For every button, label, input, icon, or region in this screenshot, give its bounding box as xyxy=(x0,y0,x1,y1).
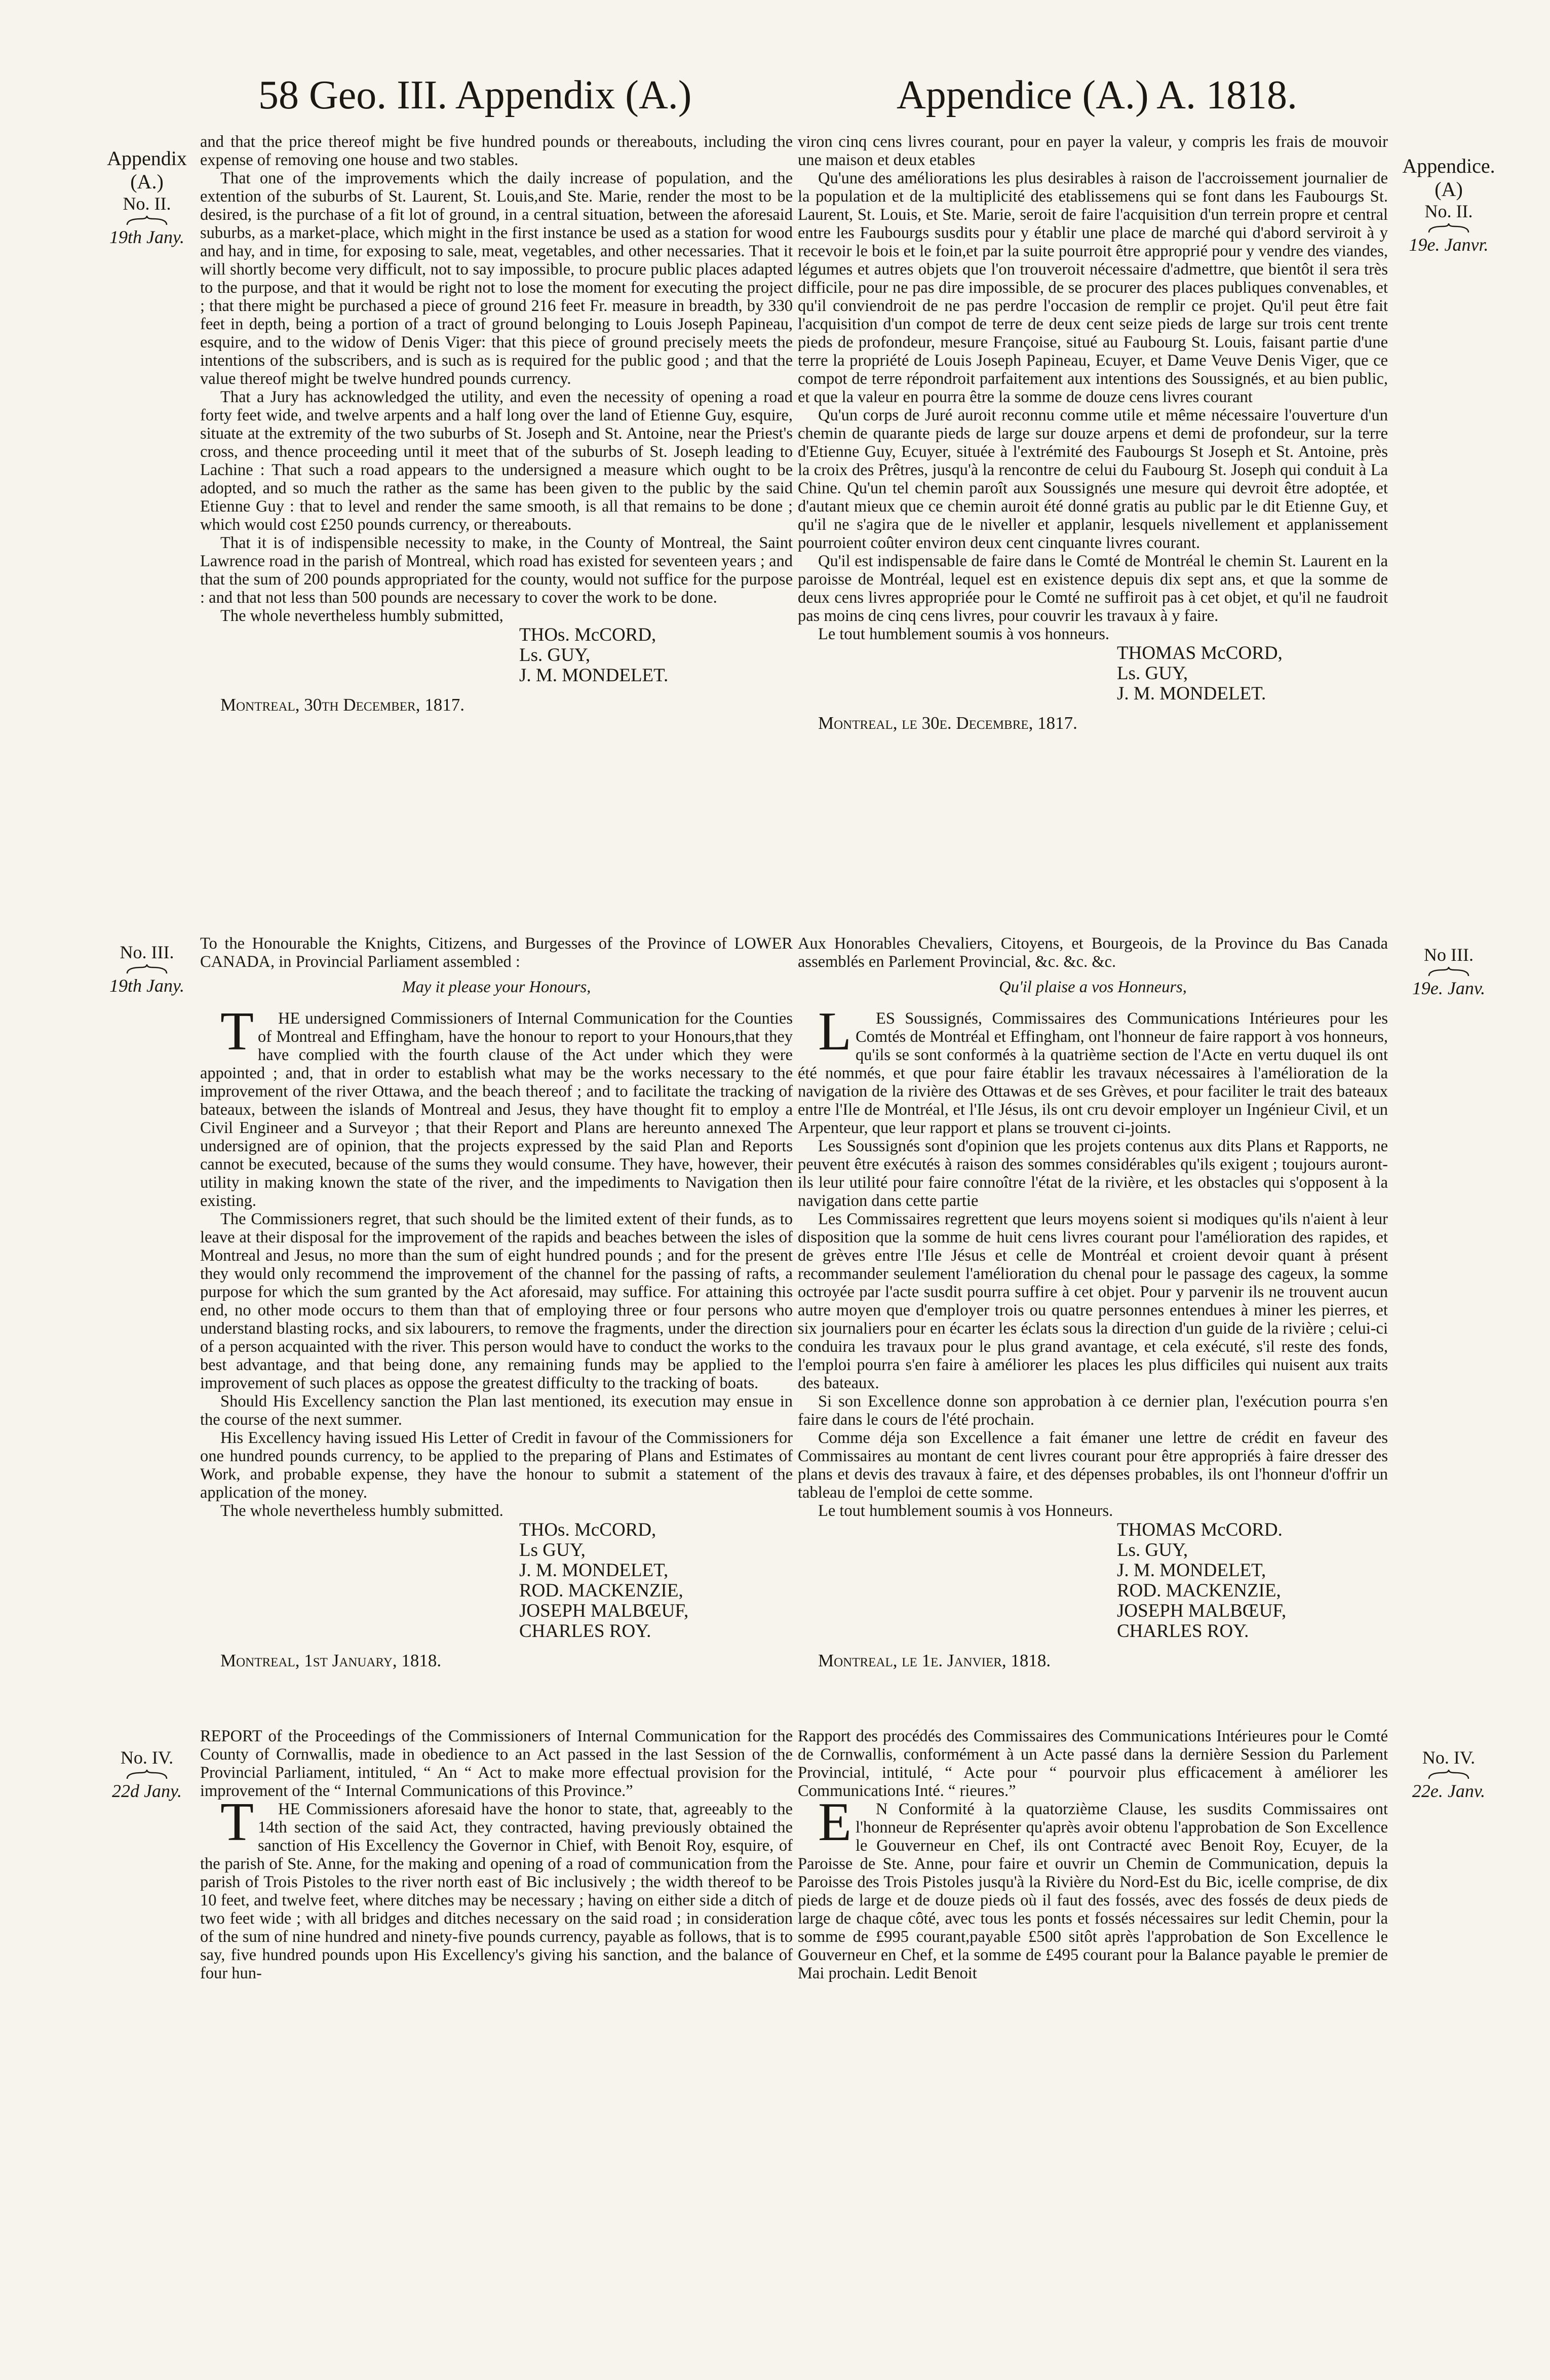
paragraph: viron cinq cens livres courant, pour en payer la valeur, y compris les frais de mouvoir une maison et deux etables xyxy=(798,133,1388,169)
salutation: May it please your Honours, xyxy=(402,978,591,996)
paragraph: That a Jury has acknowledged the utility, and even the necessity of opening a road forty feet wide, and twelve arpents and a half long over the land of Etienne Guy, esquire, situate at the extremity of the two suburbs of St. Joseph and St. Antoine, near the Priest's cross, and thence proceeding until it meet that of the suburbs of St. Joseph leading to Lachine : That such a road appears to the undersigned a measure which ought to be adopted, and so much the rather as the same has been given to the public by the said Etienne Guy : that to level and render the same smooth, is all that remains to be done ; which would cost £250 pounds currency, or thereabouts. xyxy=(200,388,793,534)
signer: THOMAS McCORD. xyxy=(1117,1519,1283,1540)
salutation: Qu'il plaise a vos Honneurs, xyxy=(999,978,1187,996)
margin-sub: (A) xyxy=(1435,178,1463,201)
paragraph: Qu'un corps de Juré auroit reconnu comme utile et même nécessaire l'ouverture d'un chemin de quarante pieds de large sur douze arpens et demi de profondeur, sur la terre d'Etienne Guy, Ecuyer, située à l'extrémité des Faubourgs St Joseph et St. Antoine, près la croix des Prêtres, jusqu'à la rencontre de celui du Faubourg St. Joseph qui conduit à La Chine. Qu'un tel chemin paroît aux Soussignés une mesure qui devroit être adoptée, et d'autant mieux que ce chemin auroit été donné gratis au public par le dit Etienne Guy, et qu'il ne s'agira que de le niveller et applanir, lesquels nivellement et applanissement pourroient coûter environ deux cent cinquante livres courant. xyxy=(798,406,1388,552)
paragraph: That it is of indispensible necessity to make, in the County of Montreal, the Saint Lawrence road in the parish of Montreal, which road has existed for seventeen years ; and that the sum of 200 pounds appropriated for the county, would not suffice for the purpose : and that not less than 500 pounds are necessary to cover the work to be done. xyxy=(200,534,793,607)
signer: JOSEPH MALBŒUF, xyxy=(519,1601,689,1621)
address-heading: Aux Honorables Chevaliers, Citoyens, et Bourgeois, de la Province du Bas Canada assemblés en Parlement Provincial, &c. &c. &c. xyxy=(798,934,1388,971)
brace-ornament xyxy=(1428,222,1469,233)
paragraph: The whole nevertheless humbly submitted. xyxy=(220,1502,503,1520)
brace-ornament xyxy=(126,215,168,226)
paragraph: The Commissioners regret, that such should be the limited extent of their funds, as to leave at their disposal for the improvement of the rapids and beaches between the isles of Montreal and Jesus, no more than the sum of eight hundred pounds ; and for the present they would only recommend the improvement of the channel for the passing of rafts, a purpose for which the sum granted by the Act aforesaid, may suffice. For attaining this end, no other mode occurs to them than that of employing three or four persons who understand blasting rocks, and six labourers, to remove the fragments, under the direction of a person acquainted with the river. This person would have to conduct the works to the best advantage, and that being done, any remaining funds may be applied to the improvement of such places as oppose the greatest difficulty to the tracking of boats. xyxy=(200,1210,793,1392)
margin-number: No. IV. xyxy=(1422,1747,1476,1768)
signer: THOMAS McCORD, xyxy=(1117,643,1283,664)
signer: THOs. McCORD, xyxy=(519,1519,656,1540)
signer: CHARLES ROY. xyxy=(519,1621,651,1642)
section-2-french xyxy=(798,934,1388,1670)
signer: Ls GUY, xyxy=(519,1540,586,1560)
margin-number: No. IV. xyxy=(120,1747,174,1768)
signer: ROD. MACKENZIE, xyxy=(519,1580,683,1601)
paragraph: Si son Excellence donne son approbation à ce dernier plan, l'exécution pourra s'en faire dans le cours de l'été prochain. xyxy=(798,1392,1388,1429)
margin-date: 22e. Janv. xyxy=(1412,1781,1486,1801)
margin-title: Appendix xyxy=(107,147,187,170)
paragraph: His Excellency having issued His Letter of Credit in favour of the Commissioners for one hundred pounds currency, to be applied to the preparing of Plans and Estimates of Work, and probable expense, they have the honour to submit a statement of the application of the money. xyxy=(200,1429,793,1502)
brace-ornament xyxy=(126,963,168,974)
paragraph: EN Conformité à la quatorzième Clause, les susdits Commissaires ont l'honneur de Représenter qu'après avoir obtenu l'approbation de Son Excellence le Gouverneur en Chef, ils ont Contracté avec Benoit Roy, Ecuyer, de la Paroisse de Ste. Anne, pour faire et ouvrir un Chemin de Communication, depuis la Paroisse des Trois Pistoles jusqu'à la Rivière du Nord-Est du Bic, icelle comprise, de dix pieds de large et de douze pieds où il faut des fossés, avec des fossés de deux pieds de large de chaque côté, avec tous les ponts et fossés nécessaires sur ledit Chemin, pour la somme de £995 courant,payable £500 sitôt après l'approbation de Son Excellence le Gouverneur en Chef, et la somme de £495 courant pour la Balance payable le premier de Mai prochain. Ledit Benoit xyxy=(798,1792,1388,1982)
margin-date: 19e. Janv. xyxy=(1412,978,1486,998)
paragraph: Comme déja son Excellence a fait émaner une lettre de crédit en faveur des Commissaires au montant de cent livres courant pour être appropriés à faire dresser des plans et devis des travaux à faire, et des dépenses probables, ils ont l'honneur d'offrir un tableau de l'emploi de cette somme. xyxy=(798,1429,1388,1502)
section-3-french xyxy=(798,1727,1388,1982)
margin-number: No. II. xyxy=(123,193,171,214)
margin-note-right-2 xyxy=(1388,945,1509,998)
brace-ornament xyxy=(1428,1769,1469,1780)
brace-ornament xyxy=(126,1769,168,1780)
margin-sub: (A.) xyxy=(130,170,164,193)
margin-number: No. II. xyxy=(1424,201,1473,221)
signer: ROD. MACKENZIE, xyxy=(1117,1580,1281,1601)
paragraph: That one of the improvements which the daily increase of population, and the extention of the suburbs of St. Laurent, St. Louis,and Ste. Marie, render the most to be desired, is the purchase of a fit lot of ground, in a central situation, between the aforesaid suburbs, as a market-place, which might in the first instance be used as a station for wood and hay, and in time, for exposing to sale, meat, vegetables, and other necessaries. That it will shortly become very difficult, not to say impossible, to procure public places adapted to the purpose, and that it would be right not to lose the moment for executing the project ; that there might be purchased a piece of ground 216 feet Fr. measure in breadth, by 330 feet in depth, being a portion of a tract of ground belonging to Louis Joseph Papineau, esquire, and to the widow of Denis Viger: that this piece of ground precisely meets the intentions of the subscribers, and is such as is required for the public good ; and that the value thereof might be twelve hundred pounds currency. xyxy=(200,169,793,388)
margin-note-left-1 xyxy=(91,147,203,247)
signer: J. M. MONDELET. xyxy=(1117,683,1266,704)
running-header-left: 58 Geo. III. Appendix (A.) xyxy=(258,73,692,118)
margin-date: 22d Jany. xyxy=(112,1781,182,1801)
paragraph: and that the price thereof might be five hundred pounds or thereabouts, including the expense of removing one house and two stables. xyxy=(200,133,793,169)
section-2-english xyxy=(200,934,793,1670)
signer: CHARLES ROY. xyxy=(1117,1621,1249,1642)
margin-date: 19e. Janvr. xyxy=(1409,235,1489,255)
margin-note-right-3 xyxy=(1388,1747,1509,1801)
signer: Ls. GUY, xyxy=(1117,1540,1188,1560)
margin-date: 19th Jany. xyxy=(109,227,184,247)
report-heading: REPORT of the Proceedings of the Commissioners of Internal Communication for the County of Cornwallis, made in obedience to an Act passed in the last Session of the Provincial Parliament, intituled, “ An “ Act to make more effectual provision for the improvement of the “ Internal Communications of this Province.” xyxy=(200,1727,793,1800)
place-date: Montreal, le 30e. Decembre, 1817. xyxy=(818,713,1077,733)
place-date: Montreal, 1st January, 1818. xyxy=(220,1651,442,1670)
place-date: Montreal, 30th December, 1817. xyxy=(220,695,464,715)
running-header-right: Appendice (A.) A. 1818. xyxy=(897,73,1297,118)
brace-ornament xyxy=(1428,966,1469,977)
margin-number: No III. xyxy=(1424,945,1474,965)
section-1-english xyxy=(200,133,793,714)
paragraph: THE Commissioners aforesaid have the honor to state, that, agreeably to the 14th section of the said Act, they contracted, having previously obtained the sanction of His Excellency the Governor in Chief, with Benoit Roy, esquire, of the parish of Ste. Anne, for the making and opening of a road of communication from the parish of Trois Pistoles to the river north east of Bic inclusively ; the width thereof to be 10 feet, and twelve feet, where ditches may be necessary ; having on either side a ditch of two feet wide ; with all bridges and ditches necessary on the said road ; in consideration of the sum of nine hundred and ninety-five pounds currency, payable as follows, that is to say, five hundred pounds upon His Excellency's giving his sanction, and the balance of four hun- xyxy=(200,1792,793,1982)
paragraph: The whole nevertheless humbly submitted, xyxy=(220,607,503,625)
margin-number: No. III. xyxy=(120,942,174,962)
section-3-english xyxy=(200,1727,793,1982)
signer: J. M. MONDELET, xyxy=(519,1560,669,1581)
paragraph: Les Soussignés sont d'opinion que les projets contenus aux dits Plans et Rapports, ne peuvent être exécutés à raison des sommes considérables qu'ils exigent ; toujours auront-ils leur utilité pour faire connoître l'état de la rivière, et les obstacles qui s'opposent à la navigation dans cette partie xyxy=(798,1137,1388,1210)
signer: J. M. MONDELET. xyxy=(519,665,669,686)
paragraph: Qu'il est indispensable de faire dans le Comté de Montréal le chemin St. Laurent en la paroisse de Montréal, lequel est en existence depuis dix sept ans, et que la somme de deux cens livres appropriée pour le Comté ne suffiroit pas à cet objet, et qu'il ne faudroit pas moins de cinq cens livres, pour couvrir les travaux à y faire. xyxy=(798,552,1388,625)
signer: JOSEPH MALBŒUF, xyxy=(1117,1601,1287,1621)
margin-title: Appendice. xyxy=(1402,154,1495,177)
signer: THOs. McCORD, xyxy=(519,625,656,645)
section-1-french xyxy=(798,133,1388,732)
paragraph: LES Soussignés, Commissaires des Communications Intérieures pour les Comtés de Montréal et Effingham, ont l'honneur de faire rapport à vos honneurs, qu'ils se sont conformés à la quatrième section de l'Acte en vertu duquel ils ont été nommés, et que pour faire établir les travaux nécessaires à l'amélioration de la navigation de la rivière des Ottawas et de ses Grèves, et pour faciliter le trait des bateaux entre l'Ile de Montréal, et l'Ile Jésus, ils ont cru devoir employer un Ingénieur Civil, et un Arpenteur, que leur rapport et plans se trouvent ci-joints. xyxy=(798,1001,1388,1137)
signer: J. M. MONDELET, xyxy=(1117,1560,1266,1581)
margin-note-left-3 xyxy=(91,1747,203,1801)
paragraph: THE undersigned Commissioners of Internal Communication for the Counties of Montreal and Effingham, have the honour to report to your Honours,that they have complied with the fourth clause of the Act under which they were appointed ; and, that in order to establish what may be the works necessary to the improvement of the river Ottawa, and the beach thereof ; and to facilitate the tracking of bateaux, between the islands of Montreal and Jesus, they have thought fit to employ a Civil Engineer and a Surveyor ; that their Report and Plans are hereunto annexed The undersigned are of opinion, that the projects expressed by the said Plan and Reports cannot be executed, because of the sums they would consume. They have, however, their utility in making known the state of the river, and the impediments to Navigation then existing. xyxy=(200,1001,793,1210)
paragraph: Le tout humblement soumis à vos honneurs. xyxy=(818,625,1110,643)
margin-note-right-1 xyxy=(1388,154,1509,255)
address-heading: To the Honourable the Knights, Citizens, and Burgesses of the Province of LOWER CANADA, in Provincial Parliament assembled : xyxy=(200,934,793,971)
margin-date: 19th Jany. xyxy=(109,976,184,996)
report-heading: Rapport des procédés des Commissaires des Communications Intérieures pour le Comté de Cornwallis, conformément à un Acte passé dans la dernière Session du Parlement Provincial, intitulé, “ Acte pour “ pourvoir plus efficacement à améliorer les Communications Inté. “ rieures.” xyxy=(798,1727,1388,1800)
paragraph: Qu'une des améliorations les plus desirables à raison de l'accroissement journalier de la population et de la multiplicité des etablissemens qui se font dans les Faubourgs St. Laurent, St. Louis, et Ste. Marie, seroit de faire l'acquisition d'un terrein propre et central entre les Faubourgs susdits pour y établir une place de marché qui d'abord serviroit à y recevoir le bois et le foin,et par la suite pourroit être approprié pour y vendre des viandes, légumes et autres objets que l'on trouveroit nécessaire d'admettre, que bientôt il sera très difficile, pour ne pas dire impossible, de se procurer des places publiques convenables, et qu'il conviendroit de ne pas perdre l'occasion de remplir ce projet. Qu'il peut être fait l'acquisition d'un compot de terre de deux cent seize pieds de large sur trois cent trente pieds de profondeur, mesure Françoise, situé au Faubourg St. Louis, faisant partie d'une terre la propriété de Louis Joseph Papineau, Ecuyer, et Dame Veuve Denis Viger, que ce compot de terre répondroit parfaitement aux intentions des Soussignés, et au bien public, et que la valeur en pourra être la somme de douze cens livres courant xyxy=(798,169,1388,406)
signer: Ls. GUY, xyxy=(1117,663,1188,684)
paragraph: Le tout humblement soumis à vos Honneurs. xyxy=(818,1502,1113,1520)
paragraph: Should His Excellency sanction the Plan last mentioned, its execution may ensue in the course of the next summer. xyxy=(200,1392,793,1429)
paragraph: Les Commissaires regrettent que leurs moyens soient si modiques qu'ils n'aient à leur disposition que la somme de huit cens livres courant pour l'amélioration des rapides, et de grèves entre l'Ile Jésus et celle de Montréal et croient devoir quant à présent recommander seulement l'amélioration du chenal pour le passage des cageux, la somme octroyée par l'acte susdit pourra suffire à cet objet. Pour y parvenir ils ne trouvent aucun autre moyen que d'employer trois ou quatre personnes entendues à miner les pierres, et six journaliers pour en écarter les éclats sous la direction d'un guide de la rivière ; celui-ci conduira les travaux pour le plus grand avantage, et cela exécuté, s'il reste des fonds, l'emploi pourra s'en faire à améliorer les places les plus difficiles qui nuisent aux traits des bateaux. xyxy=(798,1210,1388,1392)
place-date: Montreal, le 1e. Janvier, 1818. xyxy=(818,1651,1051,1670)
signer: Ls. GUY, xyxy=(519,645,591,666)
margin-note-left-2 xyxy=(91,942,203,996)
